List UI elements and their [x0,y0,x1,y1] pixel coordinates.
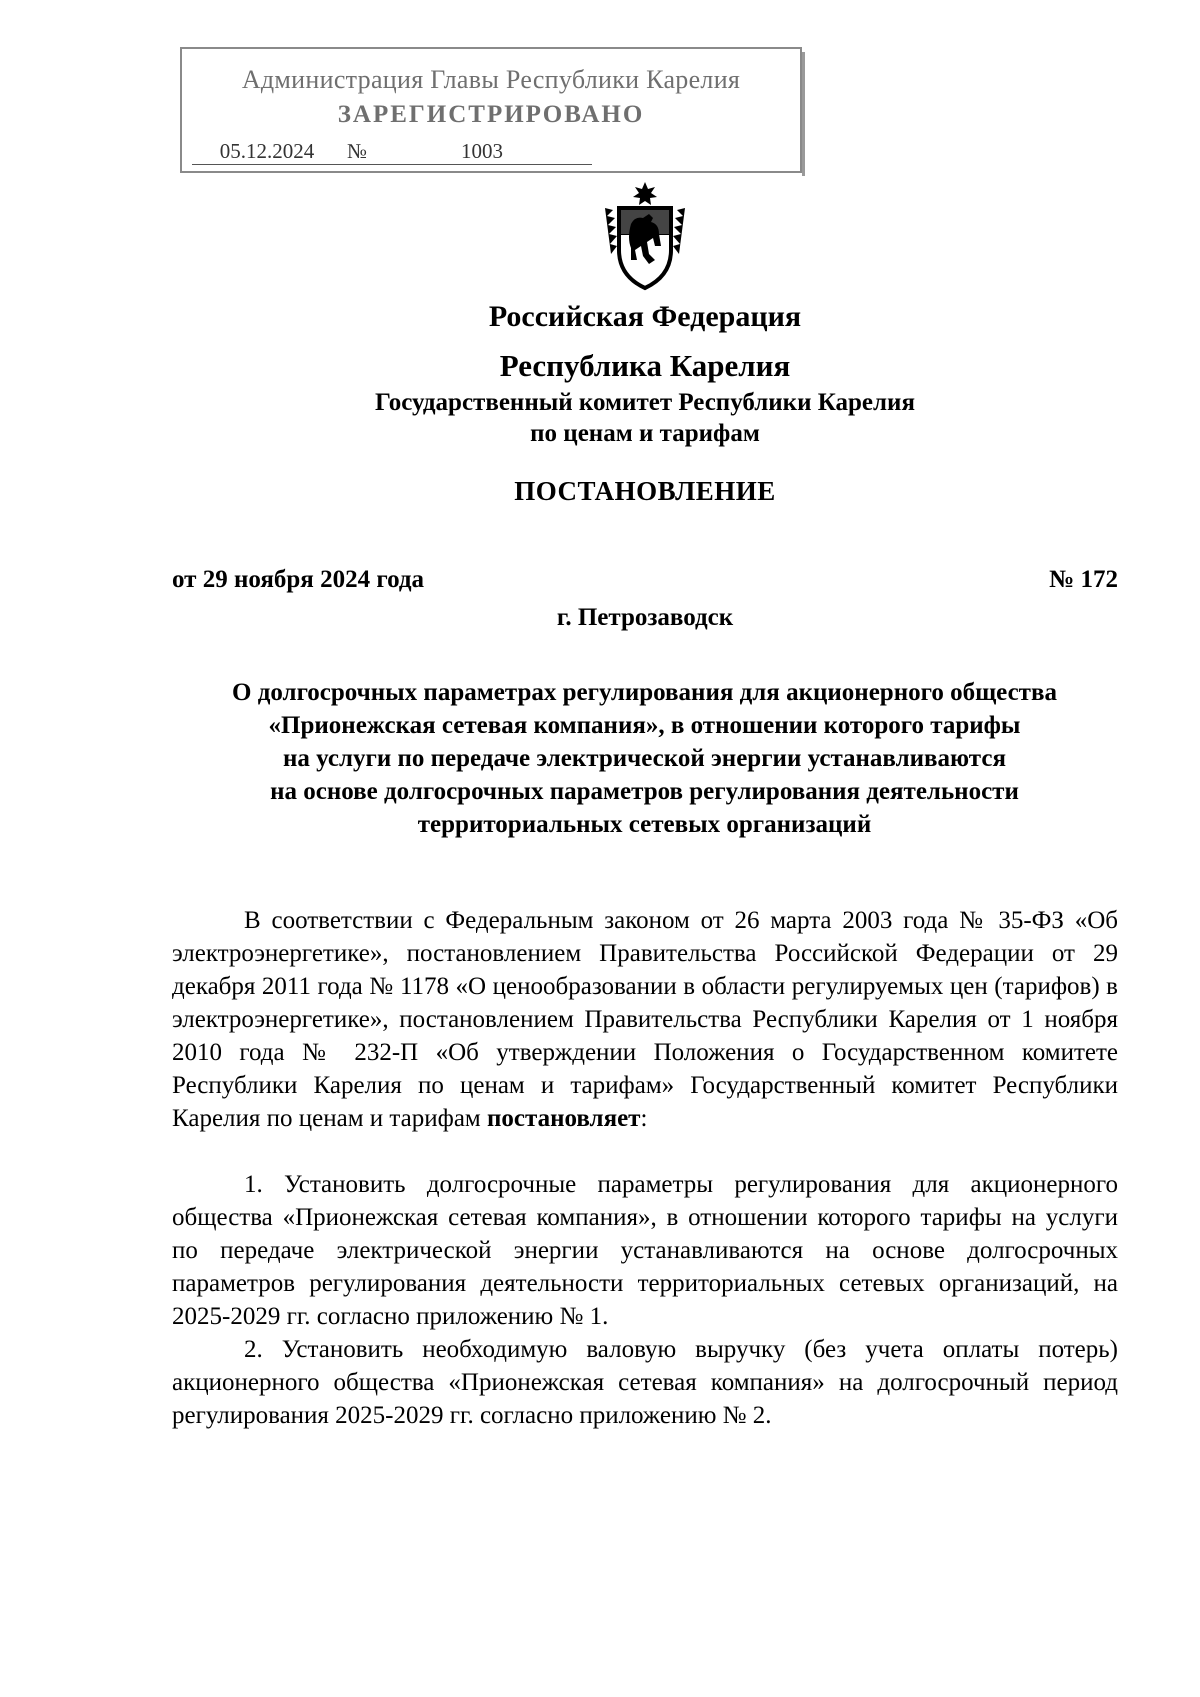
stamp-registration-line [192,139,592,165]
document-city: г. Петрозаводск [556,604,734,631]
subject-line: на услуги по передаче электрической энергии устанавливаются [282,745,1007,772]
document-subject [172,676,1117,841]
committee-title-line2: по ценам и тарифам [530,420,760,447]
document-date: от 29 ноября 2024 года [172,566,424,593]
subject-line: «Прионежская сетевая компания», в отношении которого тарифы [268,712,1021,739]
resolution-items [172,1168,1118,1432]
committee-title-line1: Государственный комитет Республики Карелия [375,389,915,416]
preamble-text: В соответствии с Федеральным законом от 26 марта 2003 года № 35-ФЗ «Об электроэнергетике», постановлением Правительства Российской Федерации от 29 декабря 2011 года № 1178 «О ценообразовании в области регулируемых цен (тарифов) в электроэнергетике», постановлением Правительства Республики Карелия от 1 ноября 2010 года № 232-П «Об утверждении Положения о Государственном комитете Республики Карелия по ценам и тарифам» Государственный комитет Республики Карелия по ценам и тарифам [172,907,1118,1132]
stamp-status: ЗАРЕГИСТРИРОВАНО [337,101,645,128]
preamble-paragraph [172,904,1118,1135]
registration-stamp [180,47,802,173]
karelia-coat-of-arms-icon [595,180,695,292]
document-type: ПОСТАНОВЛЕНИЕ [514,476,776,506]
stamp-number: 1003 [372,139,592,165]
republic-title: Республика Карелия [499,348,791,383]
country-title: Российская Федерация [488,300,802,333]
preamble-paragraph-block [172,904,1118,1135]
resolution-item-1: 1. Установить долгосрочные параметры регулирования для акционерного общества «Прионежская сетевая компания», в отношении которого тарифы на услуги по передаче электрической энергии устанавливаются на основе долгосрочных параметров регулирования деятельности территориальных сетевых организаций, на 2025-2029 гг. согласно приложению № 1. [172,1171,1118,1330]
resolves-suffix: : [640,1105,648,1132]
resolves-word: постановляет [487,1105,641,1132]
resolution-item-2: 2. Установить необходимую валовую выручку (без учета оплаты потерь) акционерного общества «Прионежская сетевая компания» на долгосрочный период регулирования 2025-2029 гг. согласно приложению № 2. [172,1336,1118,1429]
stamp-organization: Администрация Главы Республики Карелия [241,65,741,94]
stamp-number-label: № [342,139,372,165]
subject-line: О долгосрочных параметрах регулирования для акционерного общества [232,679,1057,706]
subject-line: территориальных сетевых организаций [417,811,872,838]
stamp-date: 05.12.2024 [192,139,342,165]
subject-line: на основе долгосрочных параметров регулирования деятельности [270,778,1019,805]
document-number: № 172 [1049,566,1118,593]
